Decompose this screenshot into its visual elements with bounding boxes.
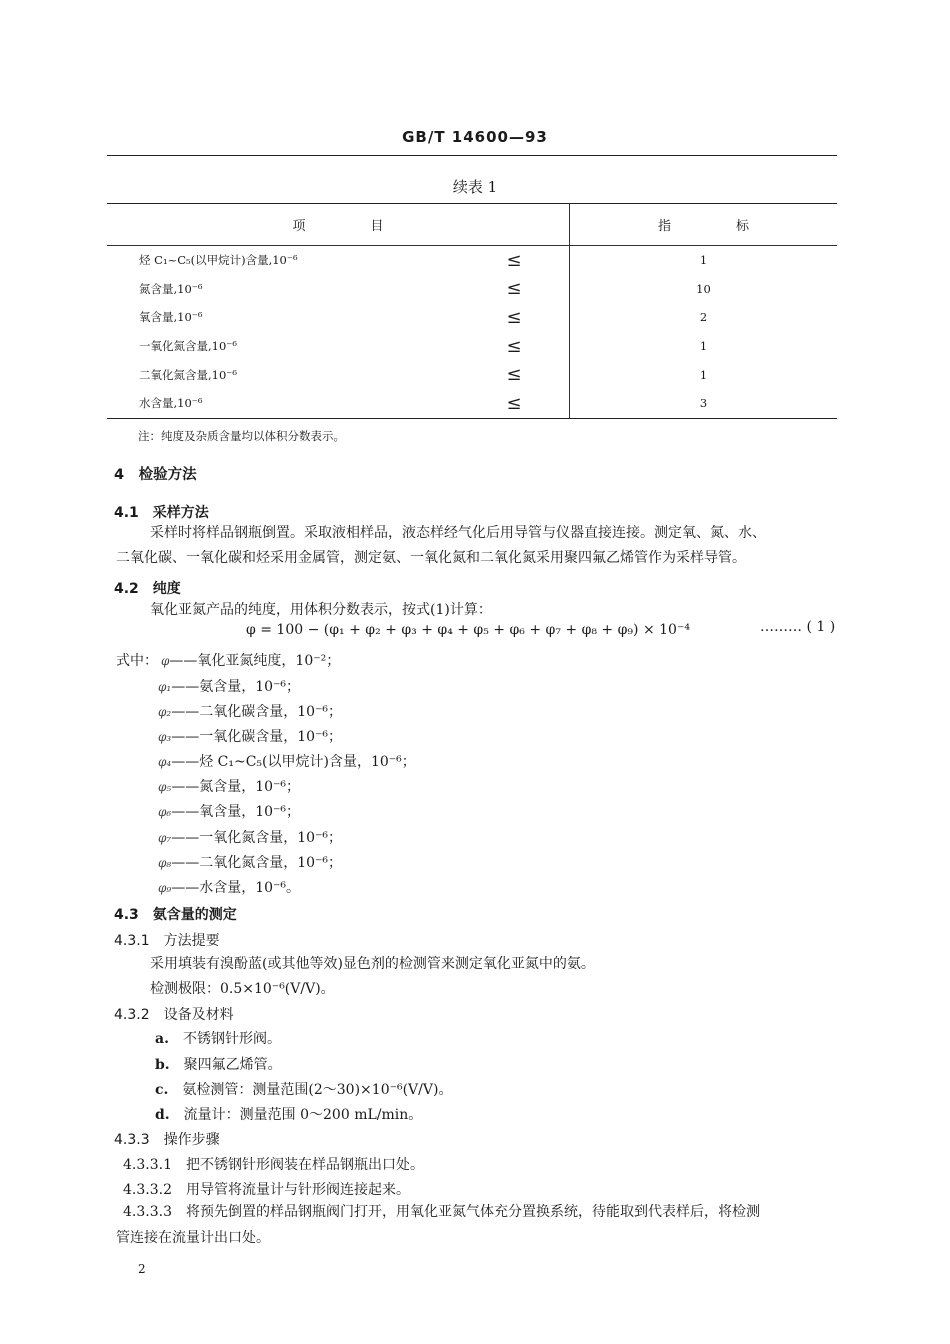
list-item: [155, 1054, 282, 1074]
table-note: 注：纯度及杂质含量均以体积分数表示。: [138, 429, 345, 443]
section-4-2-title: 4.2 纯度: [114, 581, 181, 597]
index-value: 1: [699, 367, 708, 382]
section-4-3-1-line-1: 采用填装有溴酚蓝(或其他等效)显色剂的检测管来测定氧化亚氮中的氨。: [150, 956, 595, 972]
section-4-1-title: 4.1 采样方法: [114, 505, 209, 521]
index-value: 1: [699, 253, 708, 268]
variable-definition: [161, 650, 340, 670]
index-value: 10: [696, 281, 711, 296]
list-item: [155, 1104, 422, 1124]
variable-definition: [158, 751, 416, 771]
variable-symbol: φ₈: [158, 856, 172, 870]
standard-header: GB/T 14600—93: [402, 128, 548, 146]
item-name: 水含量,10⁻⁶: [107, 389, 459, 418]
header-rule: [107, 155, 837, 156]
variable-definition: [158, 801, 300, 821]
step-4-3-3-2: 4.3.3.2 用导管将流量计与针形阀连接起来。: [123, 1182, 410, 1198]
variable-description: ——水含量，10⁻⁶。: [171, 880, 301, 896]
variable-symbol: φ₃: [158, 730, 172, 744]
table-row: [107, 246, 837, 275]
item-name: 一氧化氮含量,10⁻⁶: [139, 339, 237, 354]
variable-definition: [158, 676, 300, 696]
section-4-title: 4 检验方法: [114, 467, 197, 483]
list-text: 氨检测管：测量范围(2～30)×10⁻⁶(V/V)。: [182, 1082, 453, 1098]
variable-definition: [158, 726, 342, 746]
section-4-1-line-1: 采样时将样品钢瓶倒置。采取液相样品，液态样经气化后用导管与仪器直接连接。测定氧、氮、水、: [150, 525, 766, 541]
equation-number: ……… ( 1 ): [760, 619, 836, 635]
variable-description: ——一氧化碳含量，10⁻⁶；: [171, 729, 343, 745]
variable-definition: [158, 701, 342, 721]
variable-description: ——二氧化碳含量，10⁻⁶；: [171, 704, 343, 720]
table-row: [107, 303, 837, 332]
list-text: 聚四氟乙烯管。: [183, 1057, 282, 1073]
variable-description: ——氮含量，10⁻⁶；: [171, 779, 301, 795]
operator: ≤: [459, 303, 570, 332]
table-row: [107, 389, 837, 418]
variable-definition: [158, 877, 300, 897]
column-header-item: 项 目: [107, 203, 570, 246]
list-item: [155, 1028, 281, 1048]
variable-symbol: φ₂: [158, 705, 172, 719]
list-item: [155, 1079, 452, 1099]
section-4-3-1-line-2: 检测极限：0.5×10⁻⁶(V/V)。: [150, 981, 335, 997]
index-value: 1: [699, 339, 708, 354]
section-4-2-intro: 氧化亚氮产品的纯度，用体积分数表示，按式(1)计算：: [150, 602, 492, 618]
table-header-row: [107, 203, 837, 246]
operator: ≤: [459, 332, 570, 361]
step-4-3-3-1: 4.3.3.1 把不锈钢针形阀装在样品钢瓶出口处。: [123, 1157, 424, 1173]
table-title: 续表 1: [452, 178, 498, 196]
table-row: [107, 275, 837, 304]
index-value: 3: [570, 389, 838, 418]
list-text: 流量计：测量范围 0～200 mL/min。: [183, 1107, 423, 1123]
variable-symbol: φ₆: [158, 805, 172, 819]
variable-description: ——二氧化氮含量，10⁻⁶；: [171, 855, 343, 871]
list-text: 不锈钢针形阀。: [182, 1031, 281, 1047]
purity-formula: φ = 100 − (φ₁ + φ₂ + φ₃ + φ₄ + φ₅ + φ₆ + φ₇ + φ₈ + φ₉) × 10⁻⁴: [246, 622, 690, 638]
list-label: d.: [155, 1107, 170, 1123]
section-4-3-3-title: 4.3.3 操作步骤: [114, 1132, 220, 1148]
item-name: 氧含量,10⁻⁶: [139, 310, 203, 325]
variable-symbol: φ: [161, 654, 170, 668]
section-4-3-2-title: 4.3.2 设备及材料: [114, 1007, 234, 1023]
variable-description: ——氧化亚氮纯度，10⁻²；: [169, 653, 341, 669]
step-4-3-3-3-line-1: 4.3.3.3 将预先倒置的样品钢瓶阀门打开，用氧化亚氮气体充分置换系统，待能取到代表样后，将检测: [123, 1204, 760, 1220]
table-row: [107, 360, 837, 389]
variable-description: ——烃 C₁~C₅(以甲烷计)含量，10⁻⁶；: [171, 754, 416, 770]
step-4-3-3-3-line-2: 管连接在流量计出口处。: [116, 1230, 270, 1246]
list-label: b.: [155, 1057, 170, 1073]
section-4-3-title: 4.3 氨含量的测定: [114, 907, 237, 923]
variable-symbol: φ₅: [158, 780, 172, 794]
list-label: c.: [155, 1082, 169, 1098]
variable-symbol: φ₁: [158, 680, 172, 694]
operator: ≤: [459, 389, 570, 418]
item-name: 氮含量,10⁻⁶: [139, 281, 203, 296]
list-label: a.: [155, 1031, 169, 1047]
variable-symbol: φ₇: [158, 831, 172, 845]
table-row: [107, 332, 837, 361]
index-value: 2: [699, 310, 708, 325]
variable-description: ——氨含量，10⁻⁶；: [171, 679, 301, 695]
variable-definition: [158, 827, 342, 847]
variable-description: ——氧含量，10⁻⁶；: [171, 804, 301, 820]
section-4-3-1-title: 4.3.1 方法提要: [114, 933, 220, 949]
variable-description: ——一氧化氮含量，10⁻⁶；: [171, 830, 343, 846]
where-label: 式中：: [116, 653, 158, 669]
section-4-1-line-2: 二氧化碳、一氧化碳和烃采用金属管，测定氨、一氧化氮和二氧化氮采用聚四氟乙烯管作为采样导管。: [116, 550, 746, 566]
page-number: 2: [138, 1262, 146, 1276]
spec-table: [107, 203, 837, 419]
operator: ≤: [459, 360, 570, 389]
operator: ≤: [459, 246, 570, 275]
item-name: 烃 C₁~C₅(以甲烷计)含量,10⁻⁶: [139, 253, 298, 268]
operator: ≤: [459, 275, 570, 304]
column-header-index: 指 标: [570, 203, 838, 246]
variable-symbol: φ₄: [158, 755, 172, 769]
item-name: 二氧化氮含量,10⁻⁶: [139, 367, 237, 382]
variable-symbol: φ₉: [158, 881, 172, 895]
variable-definition: [158, 852, 342, 872]
variable-definition: [158, 776, 300, 796]
